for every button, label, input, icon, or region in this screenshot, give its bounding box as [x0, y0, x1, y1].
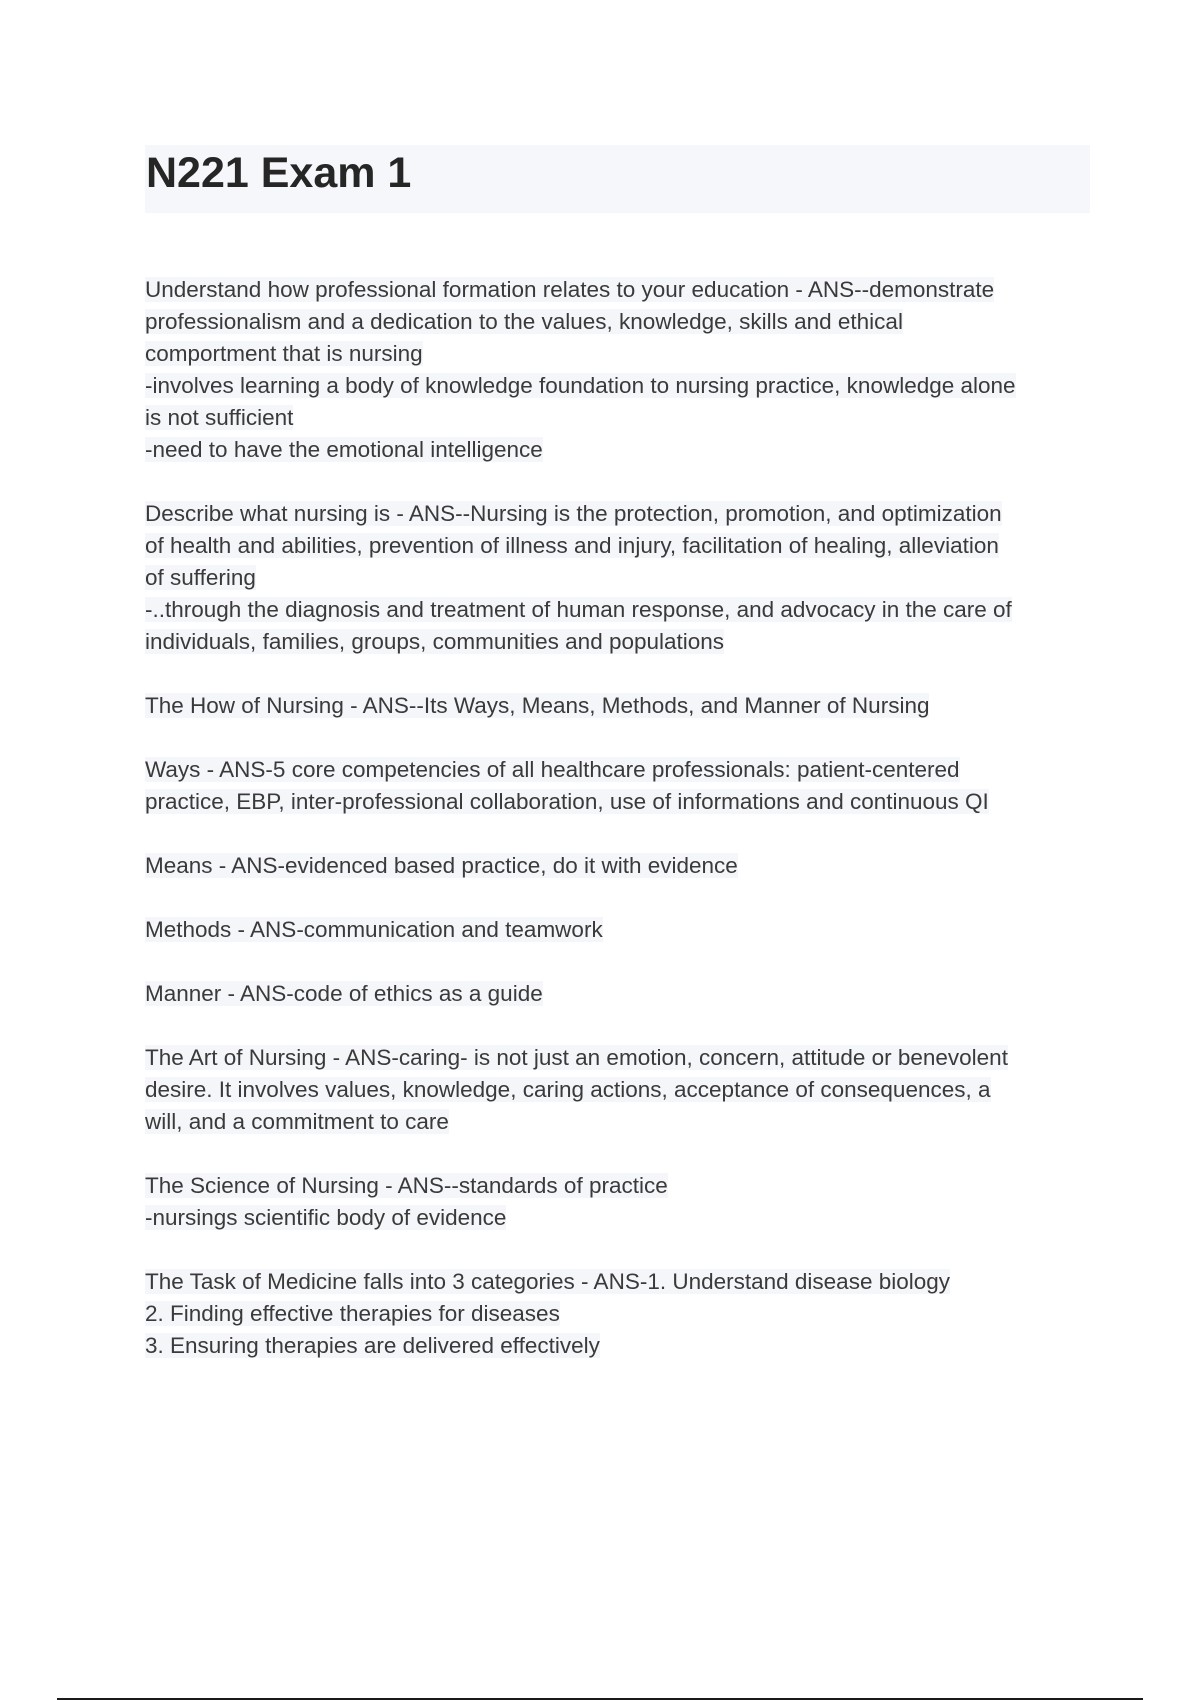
text-line: Methods - ANS-communication and teamwork — [145, 917, 603, 942]
text-line: 3. Ensuring therapies are delivered effectively — [145, 1333, 600, 1358]
qa-entry-art-of-nursing — [145, 1042, 1090, 1138]
text-line: The How of Nursing - ANS--Its Ways, Means, Methods, and Manner of Nursing — [145, 693, 930, 718]
document-body — [145, 274, 1090, 1394]
qa-entry-methods — [145, 914, 1090, 946]
text-line: is not sufficient — [145, 405, 294, 430]
text-line: -involves learning a body of knowledge foundation to nursing practice, knowledge alone — [145, 373, 1016, 398]
qa-entry-ways — [145, 754, 1090, 818]
qa-entry-task-of-medicine — [145, 1266, 1090, 1362]
text-line: Ways - ANS-5 core competencies of all healthcare professionals: patient-centered — [145, 757, 960, 782]
text-line: Understand how professional formation relates to your education - ANS--demonstrate — [145, 277, 995, 302]
qa-entry-means — [145, 850, 1090, 882]
text-line: The Art of Nursing - ANS-caring- is not just an emotion, concern, attitude or benevolent — [145, 1045, 1008, 1070]
text-line: -..through the diagnosis and treatment of human response, and advocacy in the care of — [145, 597, 1012, 622]
text-line: of health and abilities, prevention of illness and injury, facilitation of healing, alleviation — [145, 533, 999, 558]
text-line: desire. It involves values, knowledge, caring actions, acceptance of consequences, a — [145, 1077, 991, 1102]
qa-entry-what-nursing-is — [145, 498, 1090, 658]
text-line: Means - ANS-evidenced based practice, do it with evidence — [145, 853, 738, 878]
text-line: will, and a commitment to care — [145, 1109, 449, 1134]
text-line: of suffering — [145, 565, 256, 590]
text-line: Describe what nursing is - ANS--Nursing is the protection, promotion, and optimization — [145, 501, 1002, 526]
qa-entry-how-of-nursing — [145, 690, 1090, 722]
text-line: The Task of Medicine falls into 3 categories - ANS-1. Understand disease biology — [145, 1269, 951, 1294]
qa-entry-manner — [145, 978, 1090, 1010]
text-line: comportment that is nursing — [145, 341, 423, 366]
text-line: 2. Finding effective therapies for diseases — [145, 1301, 560, 1326]
text-line: practice, EBP, inter-professional collaboration, use of informations and continuous QI — [145, 789, 989, 814]
qa-entry-professional-formation — [145, 274, 1090, 466]
text-line: -need to have the emotional intelligence — [145, 437, 543, 462]
text-line: -nursings scientific body of evidence — [145, 1205, 507, 1230]
text-line: The Science of Nursing - ANS--standards of practice — [145, 1173, 668, 1198]
text-line: Manner - ANS-code of ethics as a guide — [145, 981, 543, 1006]
page-title: N221 Exam 1 — [146, 149, 412, 197]
qa-entry-science-of-nursing — [145, 1170, 1090, 1234]
text-line: professionalism and a dedication to the values, knowledge, skills and ethical — [145, 309, 903, 334]
text-line: individuals, families, groups, communities and populations — [145, 629, 725, 654]
